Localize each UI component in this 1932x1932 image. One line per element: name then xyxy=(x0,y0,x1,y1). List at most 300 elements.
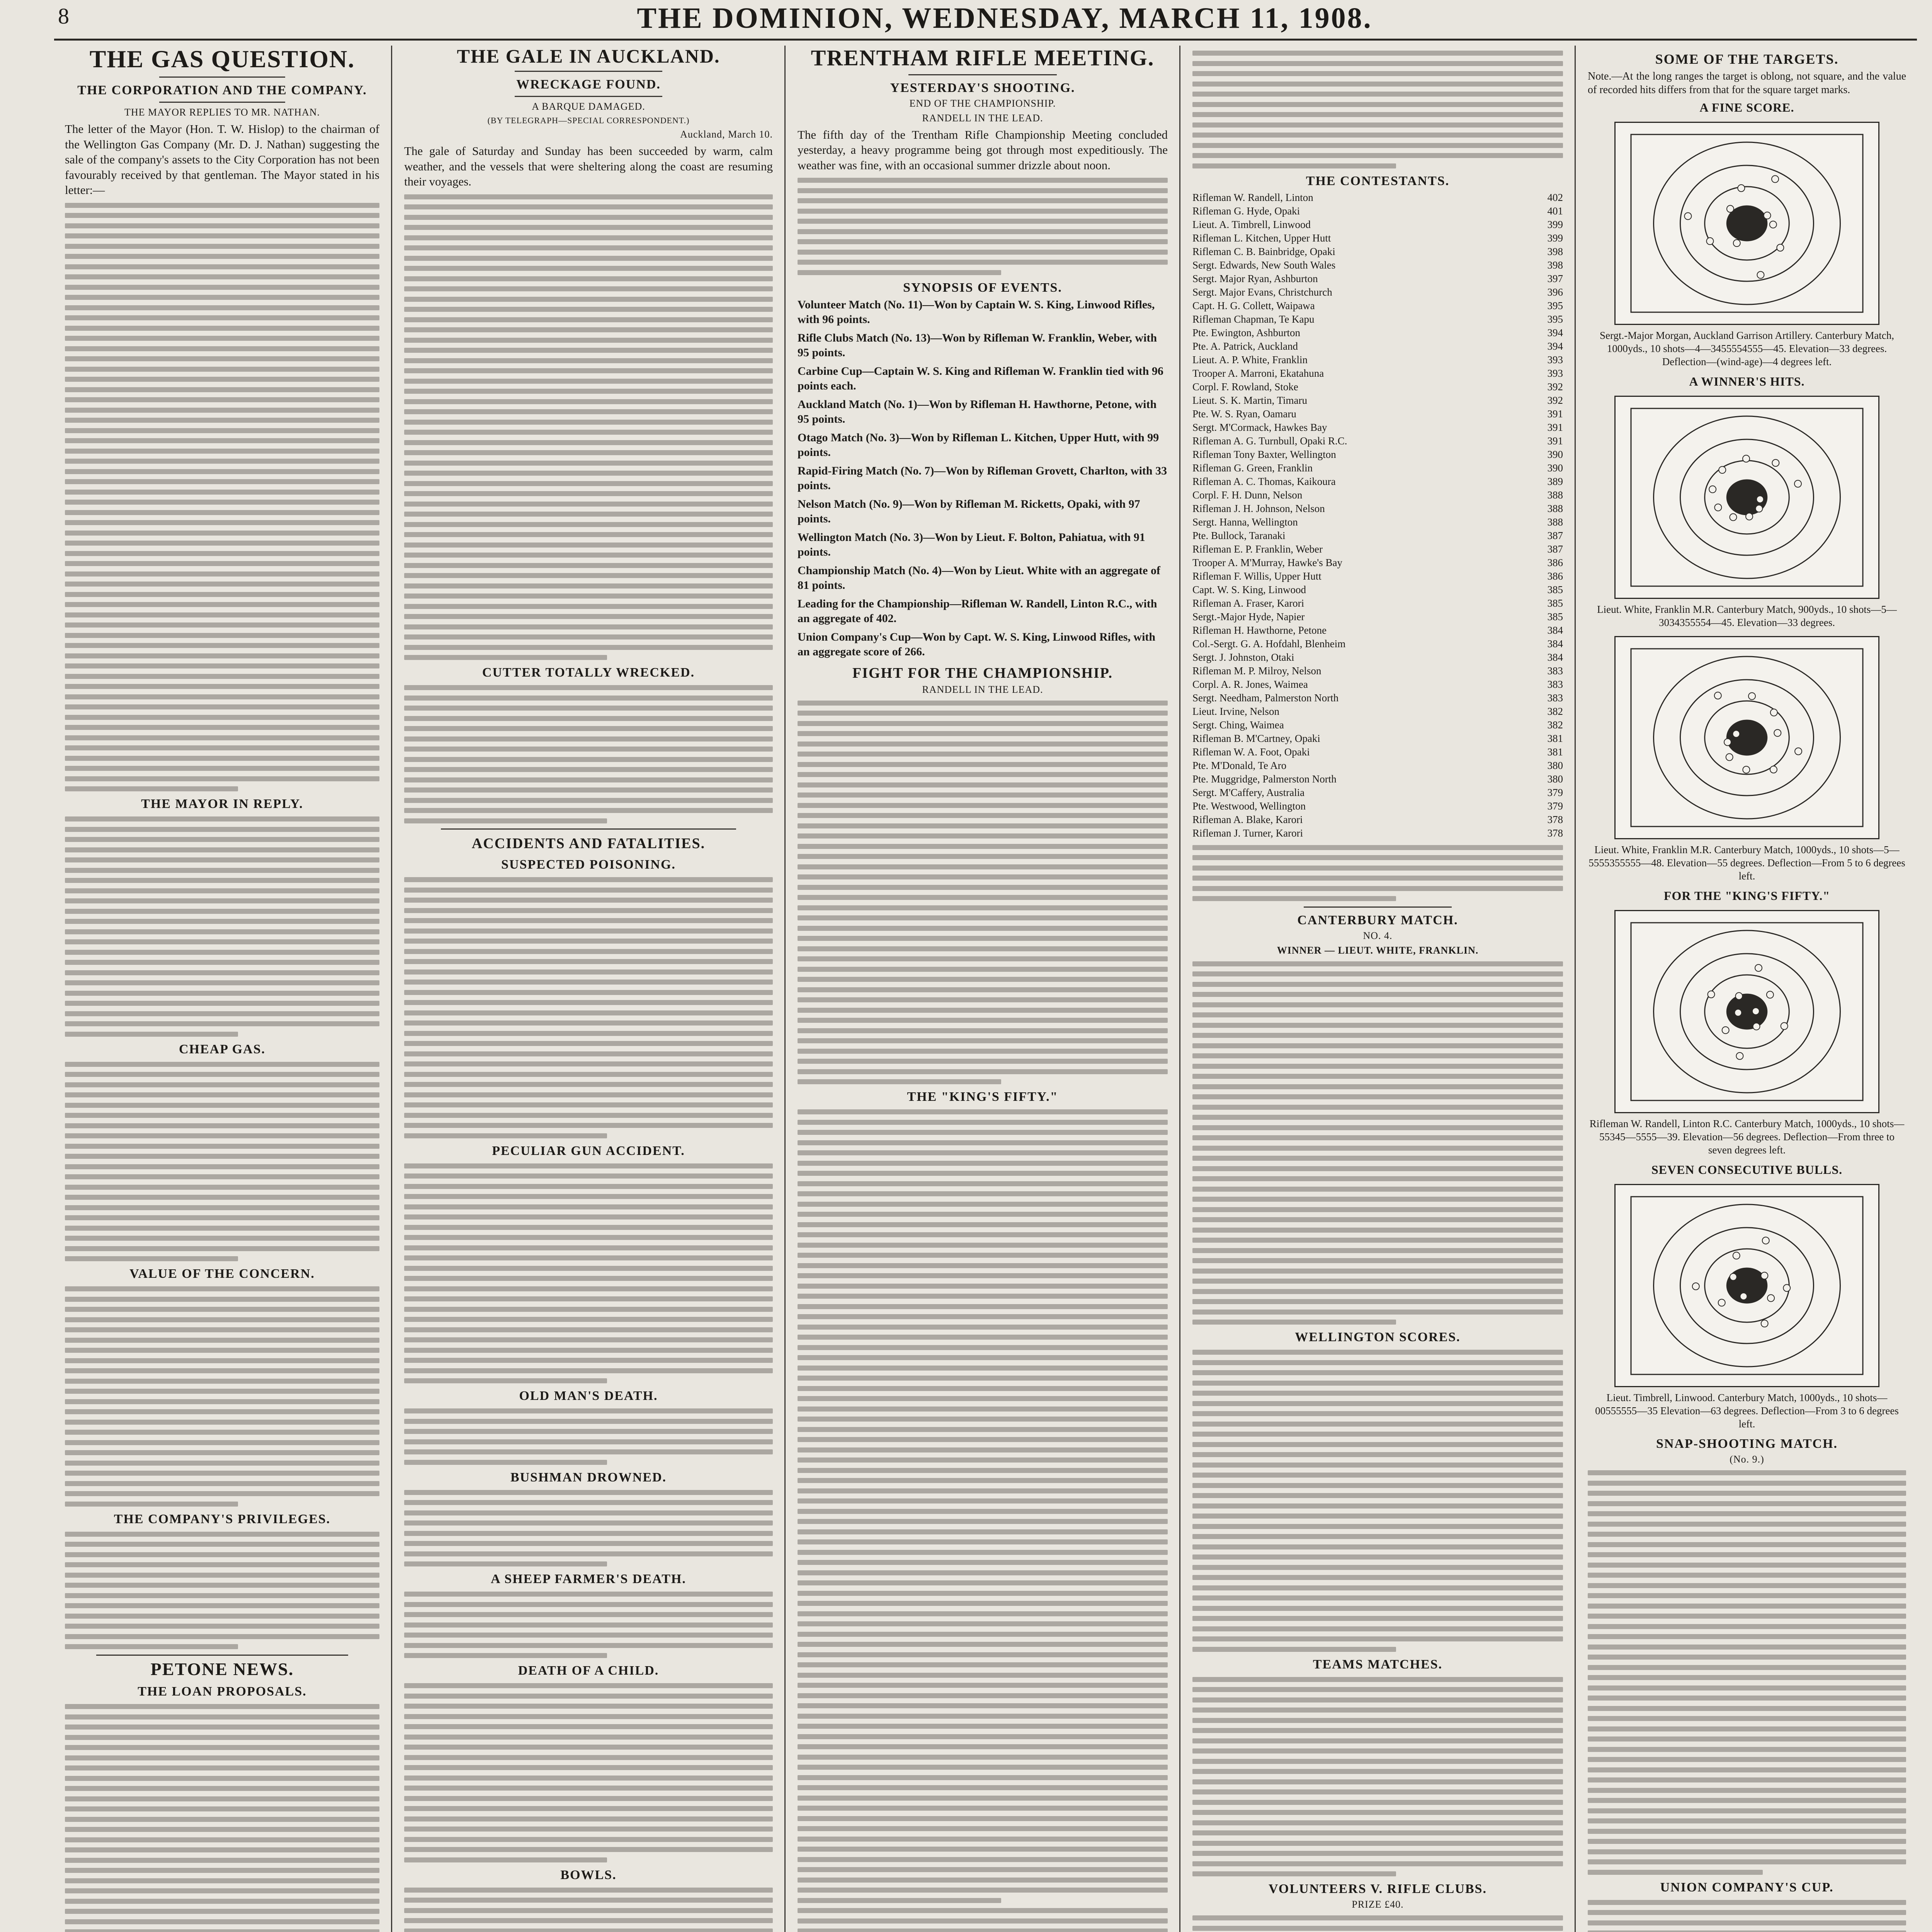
table-row xyxy=(1192,434,1563,448)
contestant-score: 390 xyxy=(1547,462,1563,474)
contestant-name: Trooper A. Marroni, Ekatahuna xyxy=(1192,367,1324,379)
contestant-name: Capt. H. G. Collett, Waipawa xyxy=(1192,299,1315,311)
text-line xyxy=(404,980,773,985)
text-line xyxy=(1588,1808,1906,1813)
text-line xyxy=(798,1898,1001,1903)
table-row xyxy=(1192,705,1563,718)
divider xyxy=(159,77,285,78)
text-line xyxy=(404,583,773,588)
text-line xyxy=(404,502,773,507)
contestant-score: 381 xyxy=(1547,732,1563,744)
targets-note: Note.—At the long ranges the target is oblong, not square, and the value of recorded hits differs from that for the square target marks. xyxy=(1588,70,1906,96)
text-line xyxy=(1192,1217,1563,1222)
text-line xyxy=(404,1368,773,1373)
text-line xyxy=(1192,1708,1563,1713)
contestant-name: Rifleman W. Randell, Linton xyxy=(1192,191,1313,203)
text-line xyxy=(65,479,379,484)
text-line xyxy=(1192,1789,1563,1794)
text-line xyxy=(1588,1777,1906,1782)
subhead: DEATH OF A CHILD. xyxy=(518,1663,659,1678)
text-line xyxy=(404,645,773,650)
text-line xyxy=(1192,82,1563,87)
shot-hole xyxy=(1777,244,1784,251)
text-line xyxy=(798,1325,1168,1330)
contestant-score: 383 xyxy=(1547,678,1563,690)
text-line xyxy=(65,1032,238,1037)
text-line xyxy=(404,1194,773,1199)
text-line xyxy=(1192,163,1396,168)
table-row xyxy=(1192,394,1563,407)
text-line xyxy=(1588,1859,1906,1864)
text-line xyxy=(65,1704,379,1709)
contestant-name: Corpl. F. H. Dunn, Nelson xyxy=(1192,489,1303,501)
text-line xyxy=(65,1847,379,1852)
text-line xyxy=(798,1775,1168,1780)
subhead: TEAMS MATCHES. xyxy=(1313,1657,1443,1672)
text-line xyxy=(1192,1197,1563,1202)
text-line xyxy=(404,1358,773,1363)
text-line xyxy=(1588,1470,1906,1475)
shot-hole xyxy=(1735,1009,1742,1016)
text-line xyxy=(404,1929,773,1932)
text-line xyxy=(65,674,379,679)
contestant-score: 378 xyxy=(1547,813,1563,825)
text-line xyxy=(1588,1665,1906,1670)
text-line xyxy=(65,898,379,903)
text-line xyxy=(1588,1675,1906,1680)
contestant-score: 383 xyxy=(1547,692,1563,704)
text-line xyxy=(65,1562,379,1567)
text-line xyxy=(404,818,607,823)
text-line xyxy=(65,960,379,965)
text-line xyxy=(798,1826,1168,1831)
text-line xyxy=(65,663,379,668)
text-line xyxy=(1192,1841,1563,1846)
text-line xyxy=(1192,896,1396,901)
text-line xyxy=(1192,1493,1563,1498)
contestant-score: 383 xyxy=(1547,665,1563,677)
text-line xyxy=(798,967,1168,972)
text-line xyxy=(65,1755,379,1760)
text-line xyxy=(798,1509,1168,1514)
text-line xyxy=(404,1612,773,1617)
text-line xyxy=(1192,1350,1563,1355)
text-line xyxy=(65,1796,379,1801)
shot-hole xyxy=(1730,1274,1737,1281)
text-line xyxy=(1192,1748,1563,1753)
text-line xyxy=(65,1614,379,1619)
target-rings-icon xyxy=(1616,1185,1878,1386)
contestant-score: 388 xyxy=(1547,502,1563,514)
text-line xyxy=(1588,1604,1906,1609)
text-line xyxy=(404,1255,773,1260)
text-line xyxy=(65,1082,379,1087)
synopsis-item: Nelson Match (No. 9)—Won by Rifleman M. Ricketts, Opaki, with 97 points. xyxy=(798,497,1140,525)
text-line xyxy=(1192,51,1563,56)
text-line xyxy=(404,256,773,261)
text-line xyxy=(404,1439,773,1444)
shot-hole xyxy=(1730,514,1736,520)
column-divider xyxy=(1179,46,1180,1932)
text-line xyxy=(798,1816,1168,1821)
text-line xyxy=(1192,1759,1563,1764)
text-line xyxy=(65,980,379,985)
text-line xyxy=(404,1419,773,1424)
text-line xyxy=(404,461,773,466)
text-line xyxy=(798,1140,1168,1145)
table-row xyxy=(1192,272,1563,286)
text-line xyxy=(798,1417,1168,1422)
text-line xyxy=(798,1427,1168,1432)
subhead: THE "KING'S FIFTY." xyxy=(907,1090,1058,1104)
table-row xyxy=(1192,691,1563,705)
shot-hole xyxy=(1722,1027,1729,1034)
targets-list xyxy=(1588,100,1906,1430)
table-row xyxy=(1192,664,1563,678)
contestant-score: 402 xyxy=(1547,191,1563,203)
text-line xyxy=(1588,1910,1906,1915)
text-line xyxy=(404,1888,773,1893)
contestant-name: Pte. Westwood, Wellington xyxy=(1192,800,1306,812)
contestant-score: 385 xyxy=(1547,611,1563,622)
contestant-score: 395 xyxy=(1547,299,1563,311)
contestant-name: Rifleman C. B. Bainbridge, Opaki xyxy=(1192,245,1335,257)
text-line xyxy=(798,701,1168,706)
text-line xyxy=(798,1929,1168,1932)
synopsis-item: Carbine Cup—Captain W. S. King and Rifleman W. Franklin tied with 96 points each. xyxy=(798,364,1163,392)
text-line xyxy=(1192,1094,1563,1099)
contestant-name: Sergt. J. Johnston, Otaki xyxy=(1192,651,1294,663)
text-line xyxy=(404,1490,773,1495)
table-row xyxy=(1192,380,1563,394)
text-line xyxy=(404,553,773,558)
text-line xyxy=(404,297,773,302)
table-row xyxy=(1192,799,1563,813)
text-line xyxy=(404,777,773,782)
text-line xyxy=(1192,92,1563,97)
text-line xyxy=(65,612,379,617)
shot-hole xyxy=(1767,991,1774,998)
text-line xyxy=(798,1202,1168,1207)
table-row xyxy=(1192,610,1563,624)
text-line xyxy=(1588,1552,1906,1557)
text-line xyxy=(1192,1248,1563,1253)
subhead: THE MAYOR IN REPLY. xyxy=(141,797,303,811)
table-row xyxy=(1192,475,1563,488)
text-line xyxy=(404,307,773,312)
contestant-score: 392 xyxy=(1547,381,1563,393)
subhead: VOLUNTEERS V. RIFLE CLUBS. xyxy=(1269,1882,1487,1896)
text-line xyxy=(65,837,379,842)
text-line xyxy=(1192,982,1563,987)
text-line xyxy=(404,286,773,291)
shot-hole xyxy=(1774,730,1781,736)
text-line xyxy=(798,772,1168,777)
text-line xyxy=(65,1502,238,1507)
text-line xyxy=(798,1008,1168,1013)
text-line xyxy=(65,929,379,934)
table-row xyxy=(1192,313,1563,326)
table-row xyxy=(1192,204,1563,218)
text-line xyxy=(404,1072,773,1077)
text-line xyxy=(65,520,379,525)
text-line xyxy=(404,1408,773,1413)
text-line xyxy=(65,1021,379,1026)
text-line xyxy=(65,1817,379,1822)
text-line xyxy=(65,1011,379,1016)
contestant-name: Rifleman Tony Baxter, Wellington xyxy=(1192,448,1336,460)
text-line xyxy=(798,1458,1168,1463)
text-line xyxy=(404,1755,773,1760)
text-line xyxy=(798,1591,1168,1596)
contestant-score: 399 xyxy=(1547,232,1563,244)
contestant-score: 391 xyxy=(1547,421,1563,433)
text-line xyxy=(404,1296,773,1301)
text-line xyxy=(798,1550,1168,1555)
target-diagram xyxy=(1614,1184,1879,1387)
text-line xyxy=(1192,866,1563,871)
text-line xyxy=(404,949,773,954)
contestant-score: 394 xyxy=(1547,327,1563,338)
text-line xyxy=(798,1867,1168,1872)
text-line xyxy=(65,1123,379,1128)
shot-hole xyxy=(1757,271,1764,278)
table-row xyxy=(1192,407,1563,421)
article-body xyxy=(404,1408,773,1465)
text-line xyxy=(404,1378,607,1383)
shot-hole xyxy=(1727,206,1734,213)
text-line xyxy=(1192,1514,1563,1519)
text-line xyxy=(65,1552,379,1557)
text-line xyxy=(1192,143,1563,148)
article-body xyxy=(1588,1900,1906,1932)
text-line xyxy=(404,1041,773,1046)
text-line xyxy=(1192,1115,1563,1120)
text-line xyxy=(798,1662,1168,1667)
text-line xyxy=(798,1171,1168,1176)
text-line xyxy=(65,438,379,443)
text-line xyxy=(404,327,773,332)
text-line xyxy=(798,782,1168,787)
contestant-score: 386 xyxy=(1547,556,1563,568)
text-line xyxy=(404,1031,773,1036)
newspaper-title: THE DOMINION, WEDNESDAY, MARCH 11, 1908. xyxy=(637,2,1372,34)
subhead: UNION COMPANY'S CUP. xyxy=(1660,1880,1834,1895)
text-line xyxy=(1588,1501,1906,1506)
shot-hole xyxy=(1724,739,1731,746)
text-line xyxy=(798,803,1168,808)
text-line xyxy=(404,1765,773,1770)
text-line xyxy=(798,219,1168,224)
text-line xyxy=(404,1245,773,1250)
text-line xyxy=(65,766,379,771)
contestant-name: Sergt. M'Caffery, Australia xyxy=(1192,786,1305,798)
contestant-name: Pte. Muggridge, Palmerston North xyxy=(1192,773,1337,785)
text-line xyxy=(798,844,1168,849)
contestant-name: Sergt.-Major Hyde, Napier xyxy=(1192,611,1305,622)
text-line xyxy=(65,1062,379,1067)
text-line xyxy=(798,198,1168,203)
text-line xyxy=(65,1205,379,1210)
article-intro: The gale of Saturday and Sunday has been succeeded by warm, calm weather, and the vessels that were sheltering along the coast are resuming their voyages. xyxy=(404,144,773,188)
text-line xyxy=(1192,1146,1563,1151)
text-line xyxy=(798,1601,1168,1606)
text-line xyxy=(65,1144,379,1149)
text-line xyxy=(404,757,773,762)
text-line xyxy=(65,1001,379,1006)
text-line xyxy=(404,614,773,619)
text-line xyxy=(798,1580,1168,1585)
text-line xyxy=(404,908,773,913)
text-line xyxy=(798,1181,1168,1186)
text-line xyxy=(404,808,773,813)
text-line xyxy=(798,1161,1168,1166)
text-line xyxy=(798,854,1168,859)
text-line xyxy=(1588,1849,1906,1854)
table-row xyxy=(1192,813,1563,827)
divider xyxy=(908,74,1056,75)
text-line xyxy=(65,377,379,382)
text-line xyxy=(798,1447,1168,1452)
text-line xyxy=(65,1358,379,1363)
shot-hole xyxy=(1783,1284,1790,1291)
text-line xyxy=(404,1806,773,1811)
text-line xyxy=(404,1276,773,1281)
text-line xyxy=(798,1335,1168,1340)
text-line xyxy=(404,430,773,435)
text-line xyxy=(1588,1767,1906,1772)
text-line xyxy=(404,1460,607,1465)
dateline: Auckland, March 10. xyxy=(680,129,773,140)
text-line xyxy=(65,1420,379,1425)
article-body xyxy=(404,1490,773,1567)
target-diagram xyxy=(1614,910,1879,1113)
text-line xyxy=(798,260,1168,265)
article-body xyxy=(798,178,1168,275)
text-line xyxy=(1192,1779,1563,1784)
text-line xyxy=(798,1120,1168,1125)
text-line xyxy=(798,1150,1168,1155)
contestant-score: 380 xyxy=(1547,759,1563,771)
contestant-score: 384 xyxy=(1547,624,1563,636)
subhead: NO. 4. xyxy=(1363,930,1393,941)
text-line xyxy=(1192,1595,1563,1600)
contestant-score: 387 xyxy=(1547,543,1563,555)
text-line xyxy=(404,389,773,394)
text-line xyxy=(404,888,773,893)
text-line xyxy=(65,1103,379,1108)
text-line xyxy=(1192,1452,1563,1457)
contestant-name: Rifleman A. G. Turnbull, Opaki R.C. xyxy=(1192,435,1347,447)
table-row xyxy=(1192,570,1563,583)
contestant-score: 393 xyxy=(1547,367,1563,379)
shot-hole xyxy=(1795,748,1802,755)
contestant-name: Rifleman L. Kitchen, Upper Hutt xyxy=(1192,232,1331,244)
table-row xyxy=(1192,421,1563,434)
text-line xyxy=(1192,1207,1563,1212)
text-line xyxy=(65,1786,379,1791)
column-divider xyxy=(391,46,392,1932)
text-line xyxy=(404,215,773,220)
text-line xyxy=(65,1215,379,1220)
text-line xyxy=(404,1602,773,1607)
table-row xyxy=(1192,745,1563,759)
article-body xyxy=(404,877,773,1138)
text-line xyxy=(404,1796,773,1801)
text-line xyxy=(404,990,773,995)
text-line xyxy=(404,736,773,742)
text-line xyxy=(798,1683,1168,1688)
text-line xyxy=(1192,1135,1563,1140)
text-line xyxy=(65,1878,379,1883)
text-line xyxy=(404,522,773,527)
synopsis-item: Otago Match (No. 3)—Won by Rifleman L. Kitchen, Upper Hutt, with 99 points. xyxy=(798,431,1159,459)
target-title: A FINE SCORE. xyxy=(1699,100,1794,114)
contestant-name: Capt. W. S. King, Linwood xyxy=(1192,583,1306,595)
article-body xyxy=(404,1683,773,1862)
text-line xyxy=(65,336,379,341)
table-row xyxy=(1192,353,1563,367)
article-body xyxy=(1192,1677,1563,1877)
contestant-name: Rifleman E. P. Franklin, Weber xyxy=(1192,543,1323,555)
text-line xyxy=(404,194,773,199)
text-line xyxy=(404,1307,773,1312)
subhead: OLD MAN'S DEATH. xyxy=(519,1389,658,1403)
contestant-score: 399 xyxy=(1547,218,1563,230)
text-line xyxy=(798,1232,1168,1237)
text-line xyxy=(404,532,773,537)
contestant-name: Lieut. A. Timbrell, Linwood xyxy=(1192,218,1311,230)
text-line xyxy=(65,449,379,454)
text-line xyxy=(65,1389,379,1394)
subhead: WELLINGTON SCORES. xyxy=(1295,1330,1461,1344)
text-line xyxy=(404,1337,773,1342)
text-line xyxy=(1192,1554,1563,1560)
shot-hole xyxy=(1740,1293,1747,1300)
text-line xyxy=(65,939,379,944)
text-line xyxy=(65,213,379,218)
text-line xyxy=(65,315,379,320)
shot-hole xyxy=(1706,238,1713,245)
text-line xyxy=(65,1491,379,1496)
text-line xyxy=(65,653,379,658)
text-line xyxy=(404,1735,773,1740)
text-line xyxy=(798,731,1168,736)
text-line xyxy=(404,1510,773,1515)
contestant-score: 395 xyxy=(1547,313,1563,325)
text-line xyxy=(404,1173,773,1179)
text-line xyxy=(1192,1861,1563,1866)
text-line xyxy=(404,1214,773,1219)
text-line xyxy=(798,1806,1168,1811)
text-line xyxy=(1192,961,1563,966)
text-line xyxy=(65,274,379,279)
synopsis-item: Rapid-Firing Match (No. 7)—Won by Rifleman Grovett, Charlton, with 33 points. xyxy=(798,464,1167,492)
text-line xyxy=(65,1634,379,1639)
headline-gale: THE GALE IN AUCKLAND. xyxy=(457,46,720,67)
text-line xyxy=(65,1226,379,1231)
shot-hole xyxy=(1719,466,1726,473)
text-line xyxy=(65,254,379,259)
target-diagram xyxy=(1614,636,1879,839)
subhead: PECULIAR GUN ACCIDENT. xyxy=(492,1143,685,1158)
text-line xyxy=(1192,1320,1396,1325)
text-line xyxy=(798,1878,1168,1883)
contestant-score: 398 xyxy=(1547,245,1563,257)
text-line xyxy=(1192,122,1563,128)
text-line xyxy=(798,1345,1168,1350)
text-line xyxy=(65,970,379,975)
